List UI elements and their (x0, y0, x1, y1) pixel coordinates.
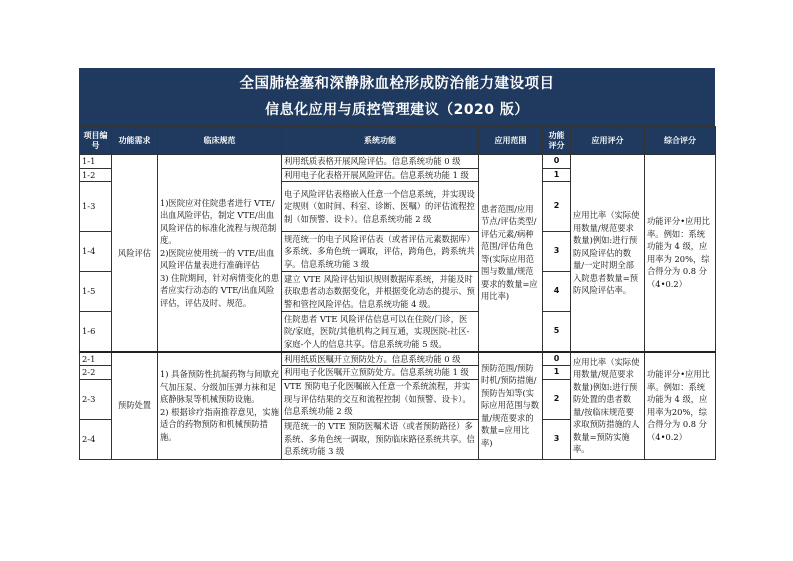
function-cell: 利用纸质医嘱开立预防处方。信息系统功能 0 级 (282, 352, 479, 366)
row-id: 2-3 (80, 379, 112, 419)
header-overall: 综合评分 (645, 127, 716, 155)
clinical-cell: 1) 具备预防性抗凝药物与间歇充气加压泵、分级加压弹力袜和足底静脉泵等机械预防设施。 2) 根据诊疗指南推荐意见，实施适合的药物预防和机械预防措施。 (158, 352, 282, 460)
app-score-cell: 应用比率（实际使用数量/规范要求数量)例如:进行预防风险评估的数量/一定时期全部入院患者数量=预防风险评估率。 (571, 155, 645, 352)
row-id: 2-2 (80, 366, 112, 380)
app-score-cell: 应用比率（实际使用数量/规范要求数量)例如:进行预防处置的患者数量/按临床规范要求取预防措施的人数量=预防实施率。 (571, 352, 645, 460)
header-app-score: 应用评分 (571, 127, 645, 155)
row-id: 2-4 (80, 419, 112, 459)
level-cell: 0 (543, 155, 571, 169)
level-cell: 1 (543, 168, 571, 182)
table-row (80, 352, 716, 366)
level-cell: 1 (543, 366, 571, 380)
row-id: 2-1 (80, 352, 112, 366)
document-page (79, 68, 715, 460)
function-cell: 建立 VTE 风险评估知识规则数据库系统，并能及时获取患者动态数据变化，并根据变化动态的提示、预警和管控风险评估。信息系统功能 4 级。 (282, 272, 479, 312)
row-id: 1-1 (80, 155, 112, 169)
table-row (80, 155, 716, 169)
function-cell: 住院患者 VTE 风险评估信息可以在住院/门诊，医院/家庭，医院/其他机构之间互通，实现医院-社区-家庭-个人的信息共享。信息系统功能 5 级。 (282, 312, 479, 352)
function-cell: VTE 预防电子化医嘱嵌入任意一个系统流程，并实现与评估结果的交互和流程控制（如预警、设卡）。信息系统功能 2 级 (282, 379, 479, 419)
clinical-cell: 1)医院应对住院患者进行 VTE/出血风险评估，制定 VTE/出血风险评估的标准化流程与规范制度。 2)医院应使用统一的 VTE/出血风险评估量表进行准确评估 3) 住院期间，针对病情变化的患者应实行动态的 VTE/出血风险评估，评估及时、规范。 (158, 155, 282, 352)
function-cell: 电子风险评估表格嵌入任意一个信息系统，并实现设定规则（如时间、科室、诊断、医嘱）的评估流程控制（如预警、设卡）。信息系统功能 2 级 (282, 182, 479, 232)
function-cell: 规范统一的电子风险评估表（或者评估元素数据库）多系统、多角色统一调取，评估，跨角色，跨系统共享。信息系统功能 3 级 (282, 232, 479, 272)
level-cell: 5 (543, 312, 571, 352)
level-cell: 0 (543, 352, 571, 366)
level-cell: 4 (543, 272, 571, 312)
guideline-table (79, 126, 716, 460)
header-clinical: 临床规范 (158, 127, 282, 155)
row-id: 1-5 (80, 272, 112, 312)
document-header (79, 68, 715, 126)
header-need: 功能需求 (112, 127, 158, 155)
row-id: 1-6 (80, 312, 112, 352)
scope-cell: 预防范围/预防时机/预防措施/预防告知等(实际应用范围与数量/规范要求的数量=应用比率) (479, 352, 543, 460)
title-line-2: 信息化应用与质控管理建议（2020 版） (265, 102, 529, 118)
function-cell: 利用电子化医嘱开立预防处方。信息系统功能 1 级 (282, 366, 479, 380)
level-cell: 2 (543, 182, 571, 232)
overall-cell: 功能评分•应用比率。例如：系统功能为 4 级，应用率为 20%，综合得分为 0.8 分（4•0.2） (645, 155, 716, 352)
level-cell: 3 (543, 232, 571, 272)
title-line-1: 全国肺栓塞和深静脉血栓形成防治能力建设项目 (239, 76, 555, 92)
scope-cell: 患者范围/应用节点/评估类型/评估元素/病种范围/评估角色等(实际应用范围与数量/规范要求的数量=应用比率) (479, 155, 543, 352)
function-cell: 利用纸质表格开展风险评估。信息系统功能 0 级 (282, 155, 479, 169)
row-id: 1-2 (80, 168, 112, 182)
function-cell: 利用电子化表格开展风险评估。信息系统功能 1 级 (282, 168, 479, 182)
overall-cell: 功能评分•应用比率。例如：系统功能为 4 级，应用率为20%，综合得分为 0.8 分（4•0.2） (645, 352, 716, 460)
header-function: 系统功能 (282, 127, 479, 155)
need-cell: 风险评估 (112, 155, 158, 352)
need-cell: 预防处置 (112, 352, 158, 460)
header-row (80, 127, 716, 155)
level-cell: 2 (543, 379, 571, 419)
header-func-score: 功能评分 (543, 127, 571, 155)
row-id: 1-4 (80, 232, 112, 272)
header-scope: 应用范围 (479, 127, 543, 155)
row-id: 1-3 (80, 182, 112, 232)
header-id: 项目编号 (80, 127, 112, 155)
function-cell: 规范统一的 VTE 预防医嘱术语（或者预防路径）多系统、多角色统一调取，预防临床路径系统共享。信息系统功能 3 级 (282, 419, 479, 459)
level-cell: 3 (543, 419, 571, 459)
